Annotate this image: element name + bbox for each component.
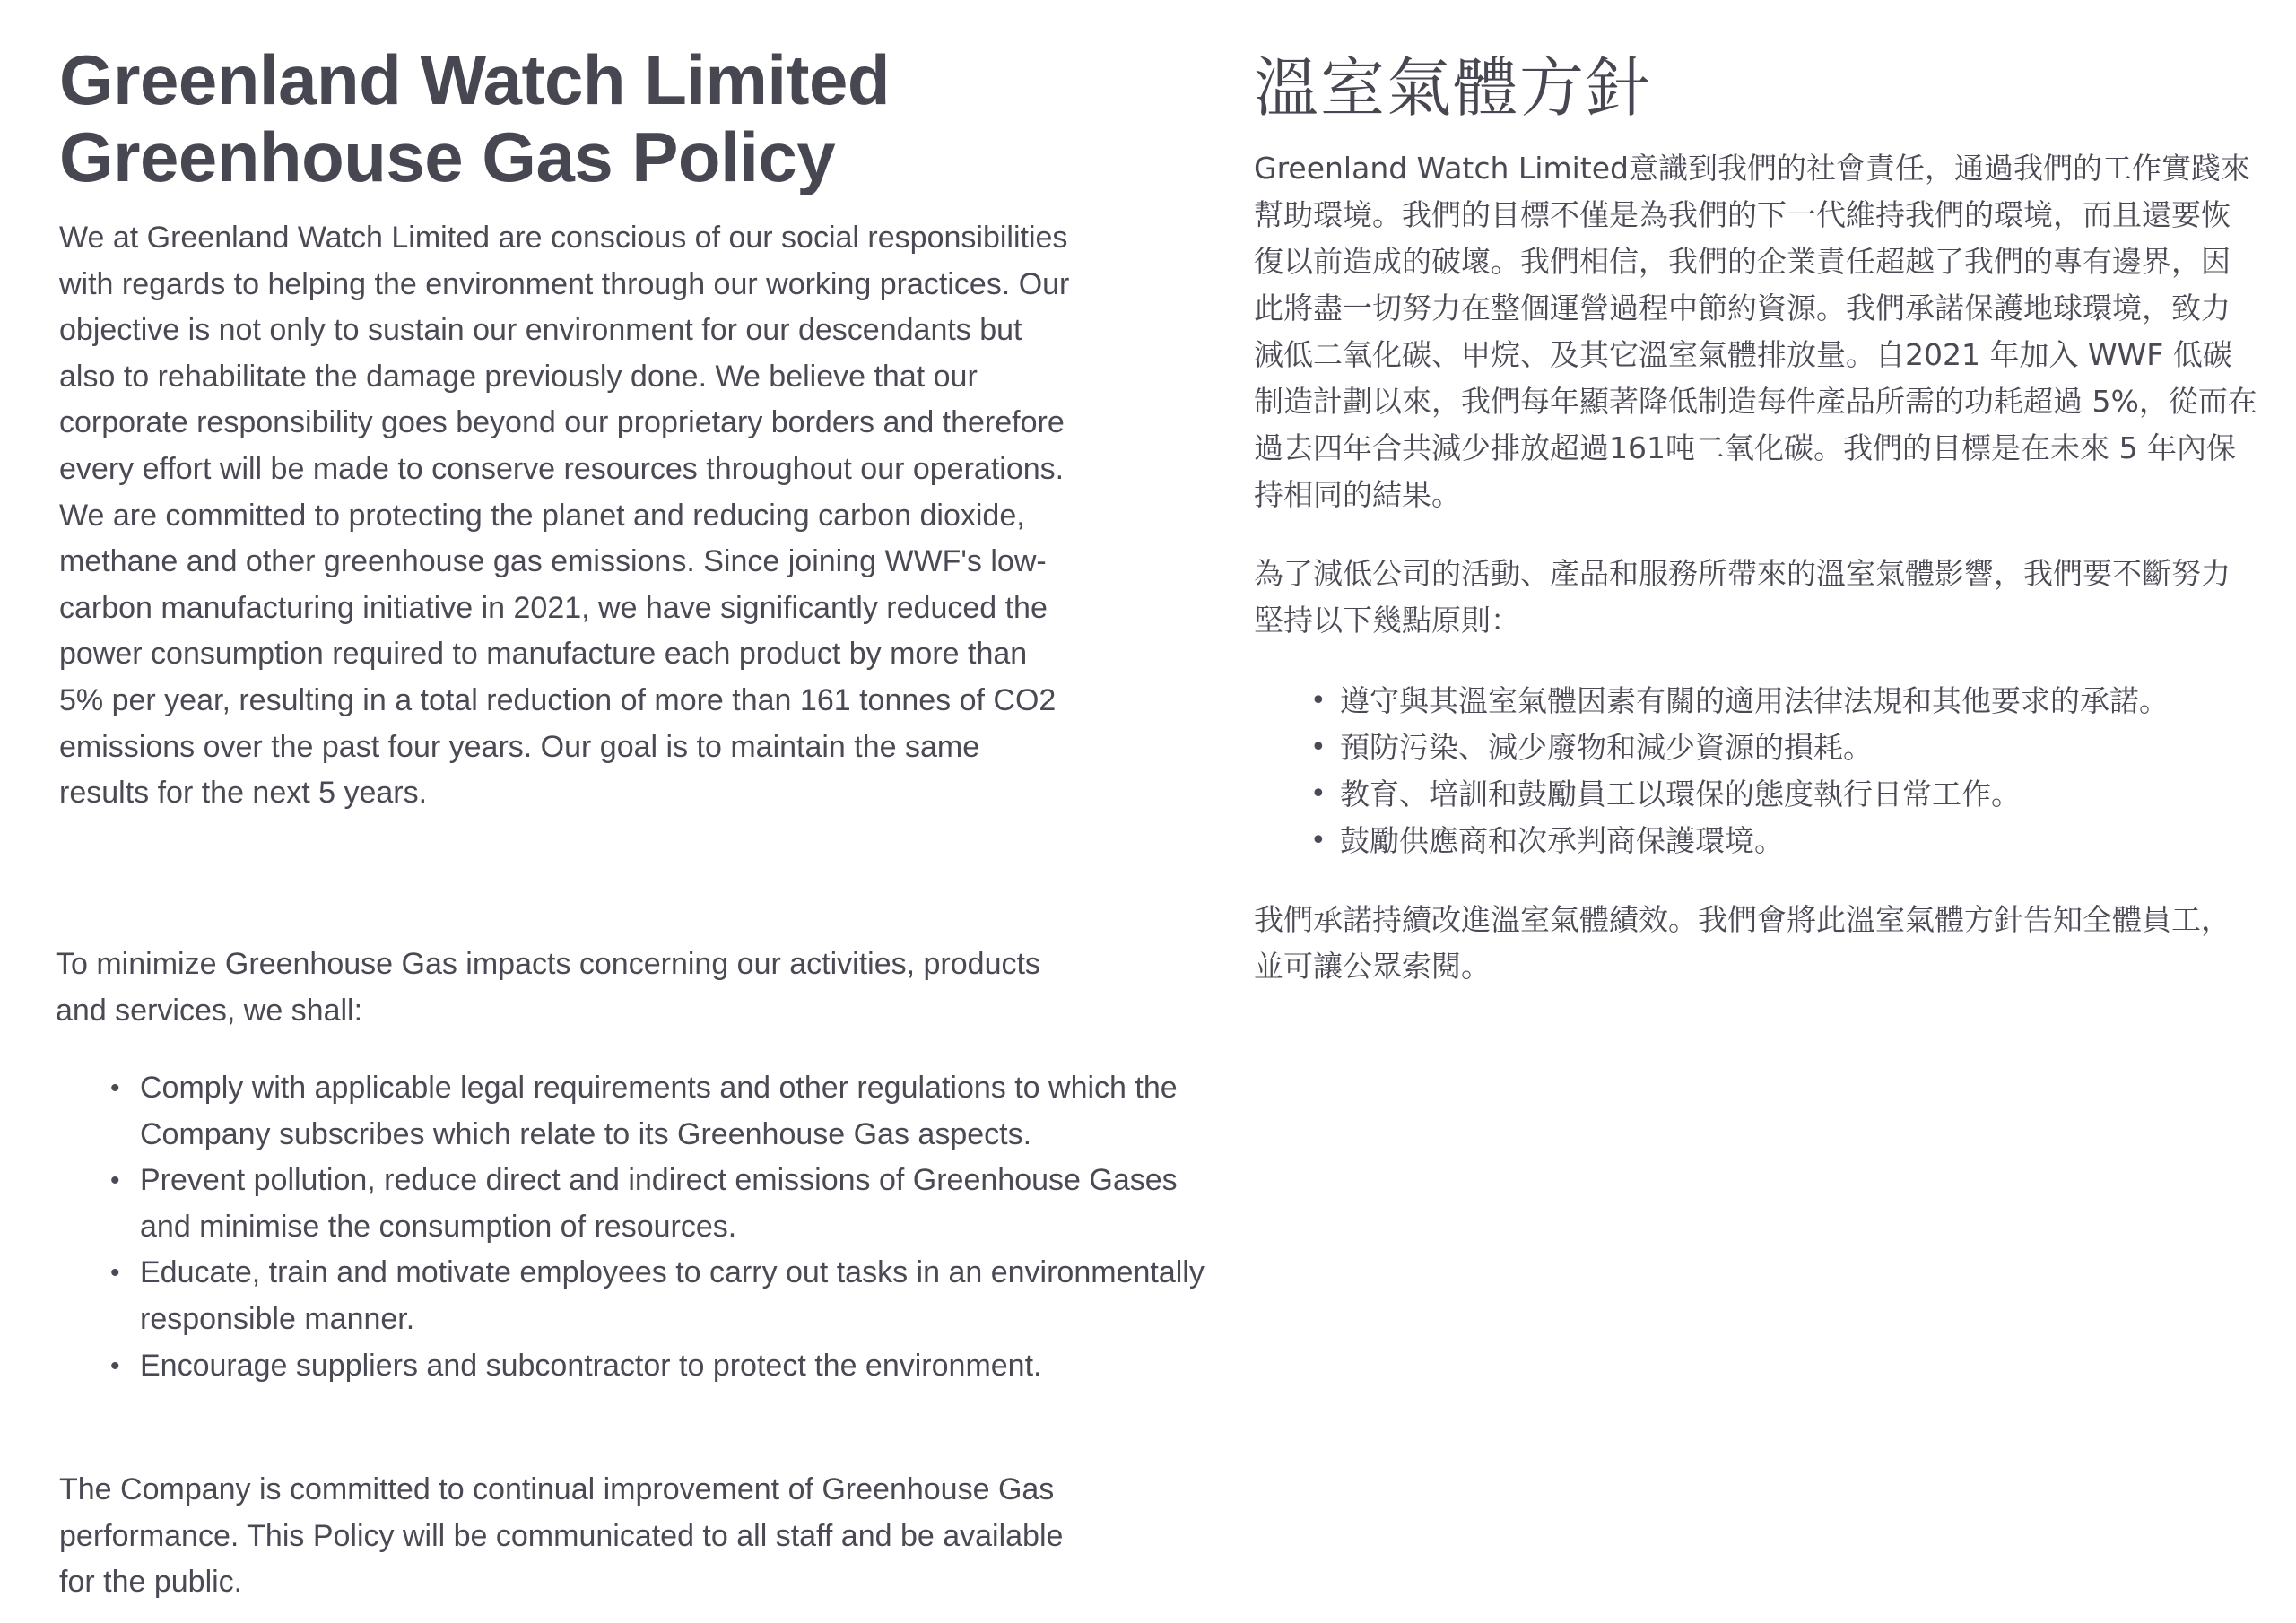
list-item [1310, 771, 2264, 818]
english-closing-paragraph: The Company is committed to continual improvement of Greenhouse Gas performance. This Policy will be communicated to all staff and be available for the public. [59, 1472, 1064, 1600]
bullet-icon: • [110, 1350, 120, 1381]
list-item [110, 1343, 1234, 1390]
list-item-text: Encourage suppliers and subcontractor to protect the environment. [140, 1348, 1042, 1383]
chinese-closing-paragraph: 我們承諾持續改進溫室氣體績效。我們會將此溫室氣體方針告知全體員工，並可讓公眾索閱。 [1254, 902, 2231, 984]
list-item-text: Educate, train and motivate employees to carry out tasks in an environmentally responsible manner. [140, 1255, 1205, 1336]
list-item [1310, 818, 2264, 864]
chinese-commitments-list [1310, 678, 2264, 864]
list-item-text: 預防污染、減少廢物和減少資源的損耗。 [1340, 730, 1873, 765]
list-item [1310, 678, 2264, 725]
english-commitments-list [110, 1065, 1234, 1389]
list-item [1310, 725, 2264, 771]
bullet-icon: • [1310, 685, 1326, 716]
english-intro-paragraph: We at Greenland Watch Limited are conscious of our social responsibilities with regards to helping the environment through our working practices. Our objective is not only to sustain our environment for our descendants but also to rehabilitate the damage previously done. We believe that our corporate responsibility goes beyond our proprietary borders and therefore every effort will be made to conserve resources throughout our operations. We are committed to protecting the planet and reducing carbon dioxide, methane and other greenhouse gas emissions. Since joining WWF's low-carbon manufacturing initiative in 2021, we have significantly reduced the power consumption required to manufacture each product by more than 5% per year, resulting in a total reduction of more than 161 tonnes of CO2 emissions over the past four years. Our goal is to maintain the same results for the next 5 years. [59, 221, 1070, 811]
list-item-text: Comply with applicable legal requirements and other regulations to which the Company subscribes which relate to its Greenhouse Gas aspects. [140, 1071, 1178, 1151]
chinese-lead-in-paragraph: 為了減低公司的活動、產品和服務所帶來的溫室氣體影響，我們要不斷努力堅持以下幾點原則： [1254, 556, 2231, 638]
bullet-icon: • [110, 1073, 120, 1103]
bullet-icon: • [110, 1166, 120, 1196]
list-item-text: 遵守與其溫室氣體因素有關的適用法律法規和其他要求的承諾。 [1340, 683, 2169, 718]
list-item-text: 教育、培訓和鼓勵員工以環保的態度執行日常工作。 [1340, 777, 2021, 812]
list-item [110, 1158, 1234, 1250]
chinese-intro-paragraph: Greenland Watch Limited意識到我們的社會責任，通過我們的工作實踐來幫助環境。我們的目標不僅是為我們的下一代維持我們的環境，而且還要恢復以前造成的破壞。我們相信，我們的企業責任超越了我們的專有邊界，因此將盡一切努力在整個運營過程中節約資源。我們承諾保護地球環境，致力減低二氧化碳、甲烷、及其它溫室氣體排放量。自2021 年加入 WWF 低碳制造計劃以來，我們每年顯著降低制造每件產品所需的功耗超過 5%，從而在過去四年合共減少排放超過161吨二氧化碳。我們的目標是在未來 5 年內保持相同的結果。 [1254, 151, 2257, 512]
english-title [59, 41, 1180, 195]
english-title-line1: Greenland Watch Limited [59, 40, 891, 119]
bullet-icon: • [1310, 732, 1326, 763]
english-lead-in-paragraph: To minimize Greenhouse Gas impacts concerning our activities, products and services, we shall: [56, 947, 1040, 1028]
bullet-icon: • [110, 1258, 120, 1289]
bullet-icon: • [1310, 778, 1326, 810]
bullet-icon: • [1310, 825, 1326, 856]
english-title-line2: Greenhouse Gas Policy [59, 117, 836, 196]
list-item-text: 鼓勵供應商和次承判商保護環境。 [1340, 823, 1784, 858]
list-item [110, 1065, 1234, 1158]
list-item [110, 1250, 1234, 1342]
chinese-title: 溫室氣體方針 [1254, 50, 1653, 126]
list-item-text: Prevent pollution, reduce direct and indirect emissions of Greenhouse Gases and minimise the consumption of resources. [140, 1163, 1178, 1244]
